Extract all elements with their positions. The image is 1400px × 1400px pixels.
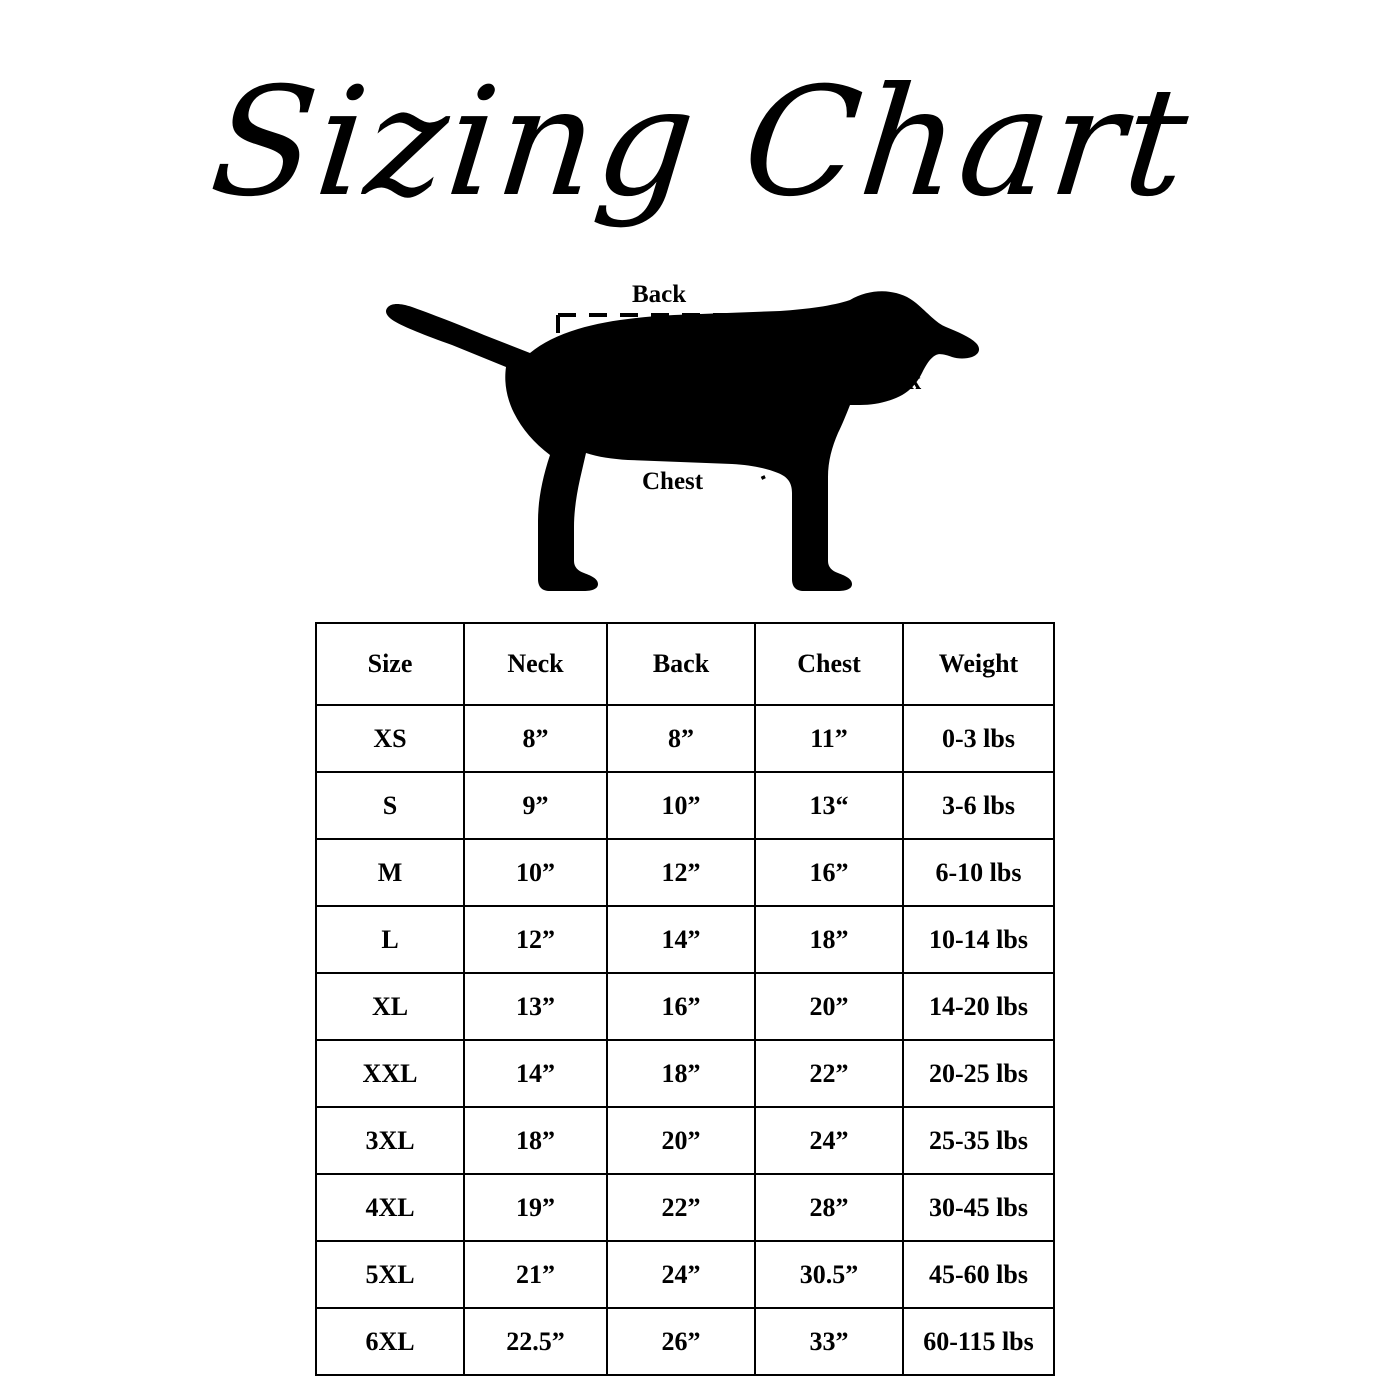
table-row [316, 1241, 1054, 1308]
cell-size: M [316, 839, 464, 906]
cell-chest: 33” [755, 1308, 903, 1375]
diagram-label-back: Back [632, 281, 687, 308]
cell-weight: 3-6 lbs [903, 772, 1054, 839]
cell-neck: 22.5” [464, 1308, 607, 1375]
page-title-container [0, 18, 1400, 268]
table-row [316, 772, 1054, 839]
dog-silhouette-icon [380, 265, 1020, 605]
cell-neck: 19” [464, 1174, 607, 1241]
cell-weight: 30-45 lbs [903, 1174, 1054, 1241]
cell-size: XL [316, 973, 464, 1040]
cell-weight: 20-25 lbs [903, 1040, 1054, 1107]
cell-neck: 9” [464, 772, 607, 839]
cell-chest: 11” [755, 705, 903, 772]
cell-size: S [316, 772, 464, 839]
cell-back: 10” [607, 772, 755, 839]
cell-weight: 14-20 lbs [903, 973, 1054, 1040]
cell-chest: 28” [755, 1174, 903, 1241]
cell-chest: 22” [755, 1040, 903, 1107]
column-header-back: Back [607, 623, 755, 705]
sizing-table-container [315, 622, 1053, 1376]
cell-size: 4XL [316, 1174, 464, 1241]
cell-neck: 13” [464, 973, 607, 1040]
cell-chest: 13“ [755, 772, 903, 839]
diagram-label-chest: Chest [642, 468, 704, 495]
column-header-weight: Weight [903, 623, 1054, 705]
cell-chest: 30.5” [755, 1241, 903, 1308]
cell-weight: 60-115 lbs [903, 1308, 1054, 1375]
cell-neck: 18” [464, 1107, 607, 1174]
dog-body-shape [386, 291, 979, 591]
cell-neck: 10” [464, 839, 607, 906]
table-row [316, 973, 1054, 1040]
cell-neck: 8” [464, 705, 607, 772]
cell-back: 22” [607, 1174, 755, 1241]
cell-size: 5XL [316, 1241, 464, 1308]
cell-size: 3XL [316, 1107, 464, 1174]
cell-neck: 21” [464, 1241, 607, 1308]
cell-weight: 0-3 lbs [903, 705, 1054, 772]
cell-chest: 16” [755, 839, 903, 906]
cell-size: L [316, 906, 464, 973]
table-row [316, 1040, 1054, 1107]
cell-neck: 12” [464, 906, 607, 973]
cell-back: 26” [607, 1308, 755, 1375]
table-header-row [316, 623, 1054, 705]
cell-back: 18” [607, 1040, 755, 1107]
cell-size: XS [316, 705, 464, 772]
cell-weight: 45-60 lbs [903, 1241, 1054, 1308]
cell-back: 24” [607, 1241, 755, 1308]
cell-back: 14” [607, 906, 755, 973]
cell-chest: 20” [755, 973, 903, 1040]
table-row [316, 1174, 1054, 1241]
cell-back: 20” [607, 1107, 755, 1174]
cell-back: 8” [607, 705, 755, 772]
cell-size: 6XL [316, 1308, 464, 1375]
cell-size: XXL [316, 1040, 464, 1107]
cell-chest: 18” [755, 906, 903, 973]
column-header-chest: Chest [755, 623, 903, 705]
column-header-neck: Neck [464, 623, 607, 705]
table-row [316, 839, 1054, 906]
cell-neck: 14” [464, 1040, 607, 1107]
column-header-size: Size [316, 623, 464, 705]
cell-back: 12” [607, 839, 755, 906]
table-row [316, 705, 1054, 772]
cell-chest: 24” [755, 1107, 903, 1174]
sizing-table [315, 622, 1055, 1376]
table-row [316, 906, 1054, 973]
cell-weight: 6-10 lbs [903, 839, 1054, 906]
cell-weight: 10-14 lbs [903, 906, 1054, 973]
cell-back: 16” [607, 973, 755, 1040]
cell-weight: 25-35 lbs [903, 1107, 1054, 1174]
measurement-diagram [380, 265, 1020, 605]
table-row [316, 1308, 1054, 1375]
diagram-label-neck: Neck [867, 368, 922, 395]
page-title: Sizing Chart [203, 56, 1197, 230]
table-row [316, 1107, 1054, 1174]
